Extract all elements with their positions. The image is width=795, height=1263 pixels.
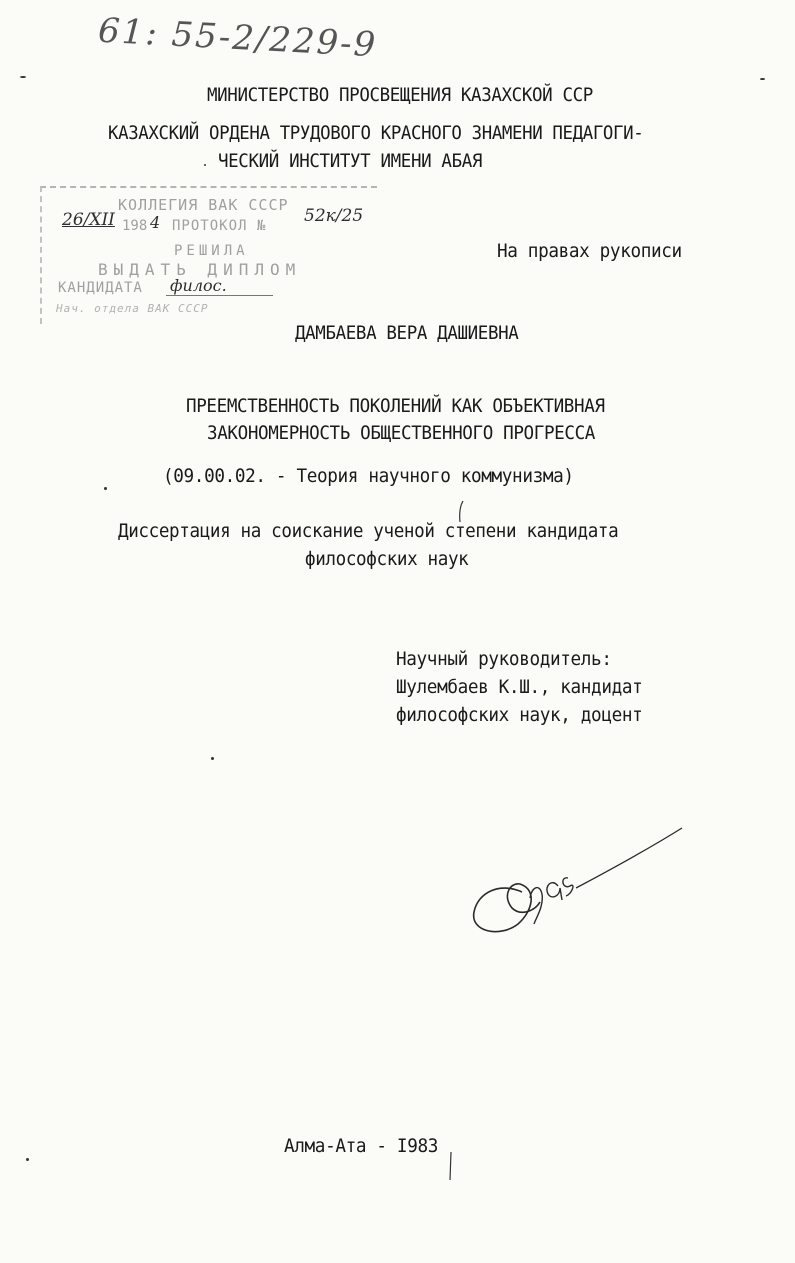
stamp-year-suffix: 4 [150,213,161,232]
ink-speck [211,757,214,760]
ink-speck [20,76,26,78]
stamp-protocol-label: ПРОТОКОЛ № [172,218,267,234]
dissertation-title-line1: ПРЕЕМСТВЕННОСТЬ ПОКОЛЕНИЙ КАК ОБЪЕКТИВНАЯ [186,395,605,417]
stamp-date-handwritten: 26/XII [62,210,115,230]
ink-speck [26,1158,29,1161]
stamp-line-decided: РЕШИЛА [174,243,249,259]
place-and-year: Алма-Ата - I983 [284,1135,439,1157]
stamp-line-issue-diploma: ВЫДАТЬ ДИПЛОМ [98,260,302,279]
degree-statement-line1: Диссертация на соискание ученой степени кандидата [118,520,619,542]
stamp-degree-handwritten: филос. [166,276,273,296]
ink-speck [104,487,107,490]
specialty-code: (09.00.02. - Теория научного коммунизма) [163,465,574,487]
stamp-year-prefix: 198 [122,218,148,234]
degree-statement-line2: философских наук [305,548,469,570]
advisor-name: Шулембаев К.Ш., кандидат [396,676,643,698]
author-name: ДАМБАЕВА ВЕРА ДАШИЕВНА [295,322,519,344]
advisor-label: Научный руководитель: [396,648,612,670]
author-signature [460,820,690,940]
ink-speck [760,78,765,80]
manuscript-note: На правах рукописи [497,240,682,262]
stamp-line-candidate: КАНДИДАТА [58,280,143,296]
ink-speck [204,164,206,166]
dissertation-title-line2: ЗАКОНОМЕРНОСТЬ ОБЩЕСТВЕННОГО ПРОГРЕССА [207,422,596,444]
ministry-heading: МИНИСТЕРСТВО ПРОСВЕЩЕНИЯ КАЗАХСКОЙ ССР [207,84,593,106]
archive-number: 61: 55-2/229-9 [97,10,379,66]
pencil-tick-mark [456,500,466,524]
stamp-protocol-number: 52к/25 [304,206,364,226]
vak-stamp [40,186,377,324]
pencil-stroke-mark [446,1152,456,1182]
institute-heading-line2: ЧЕСКИЙ ИНСТИТУТ ИМЕНИ АБАЯ [218,150,483,172]
stamp-line-department-head: Нач. отдела ВАК СССР [56,302,209,315]
advisor-rank: философских наук, доцент [396,704,643,726]
institute-heading-line1: КАЗАХСКИЙ ОРДЕНА ТРУДОВОГО КРАСНОГО ЗНАМЕНИ ПЕДАГОГИ- [108,122,644,144]
stamp-line-council: КОЛЛЕГИЯ ВАК СССР [118,196,289,214]
